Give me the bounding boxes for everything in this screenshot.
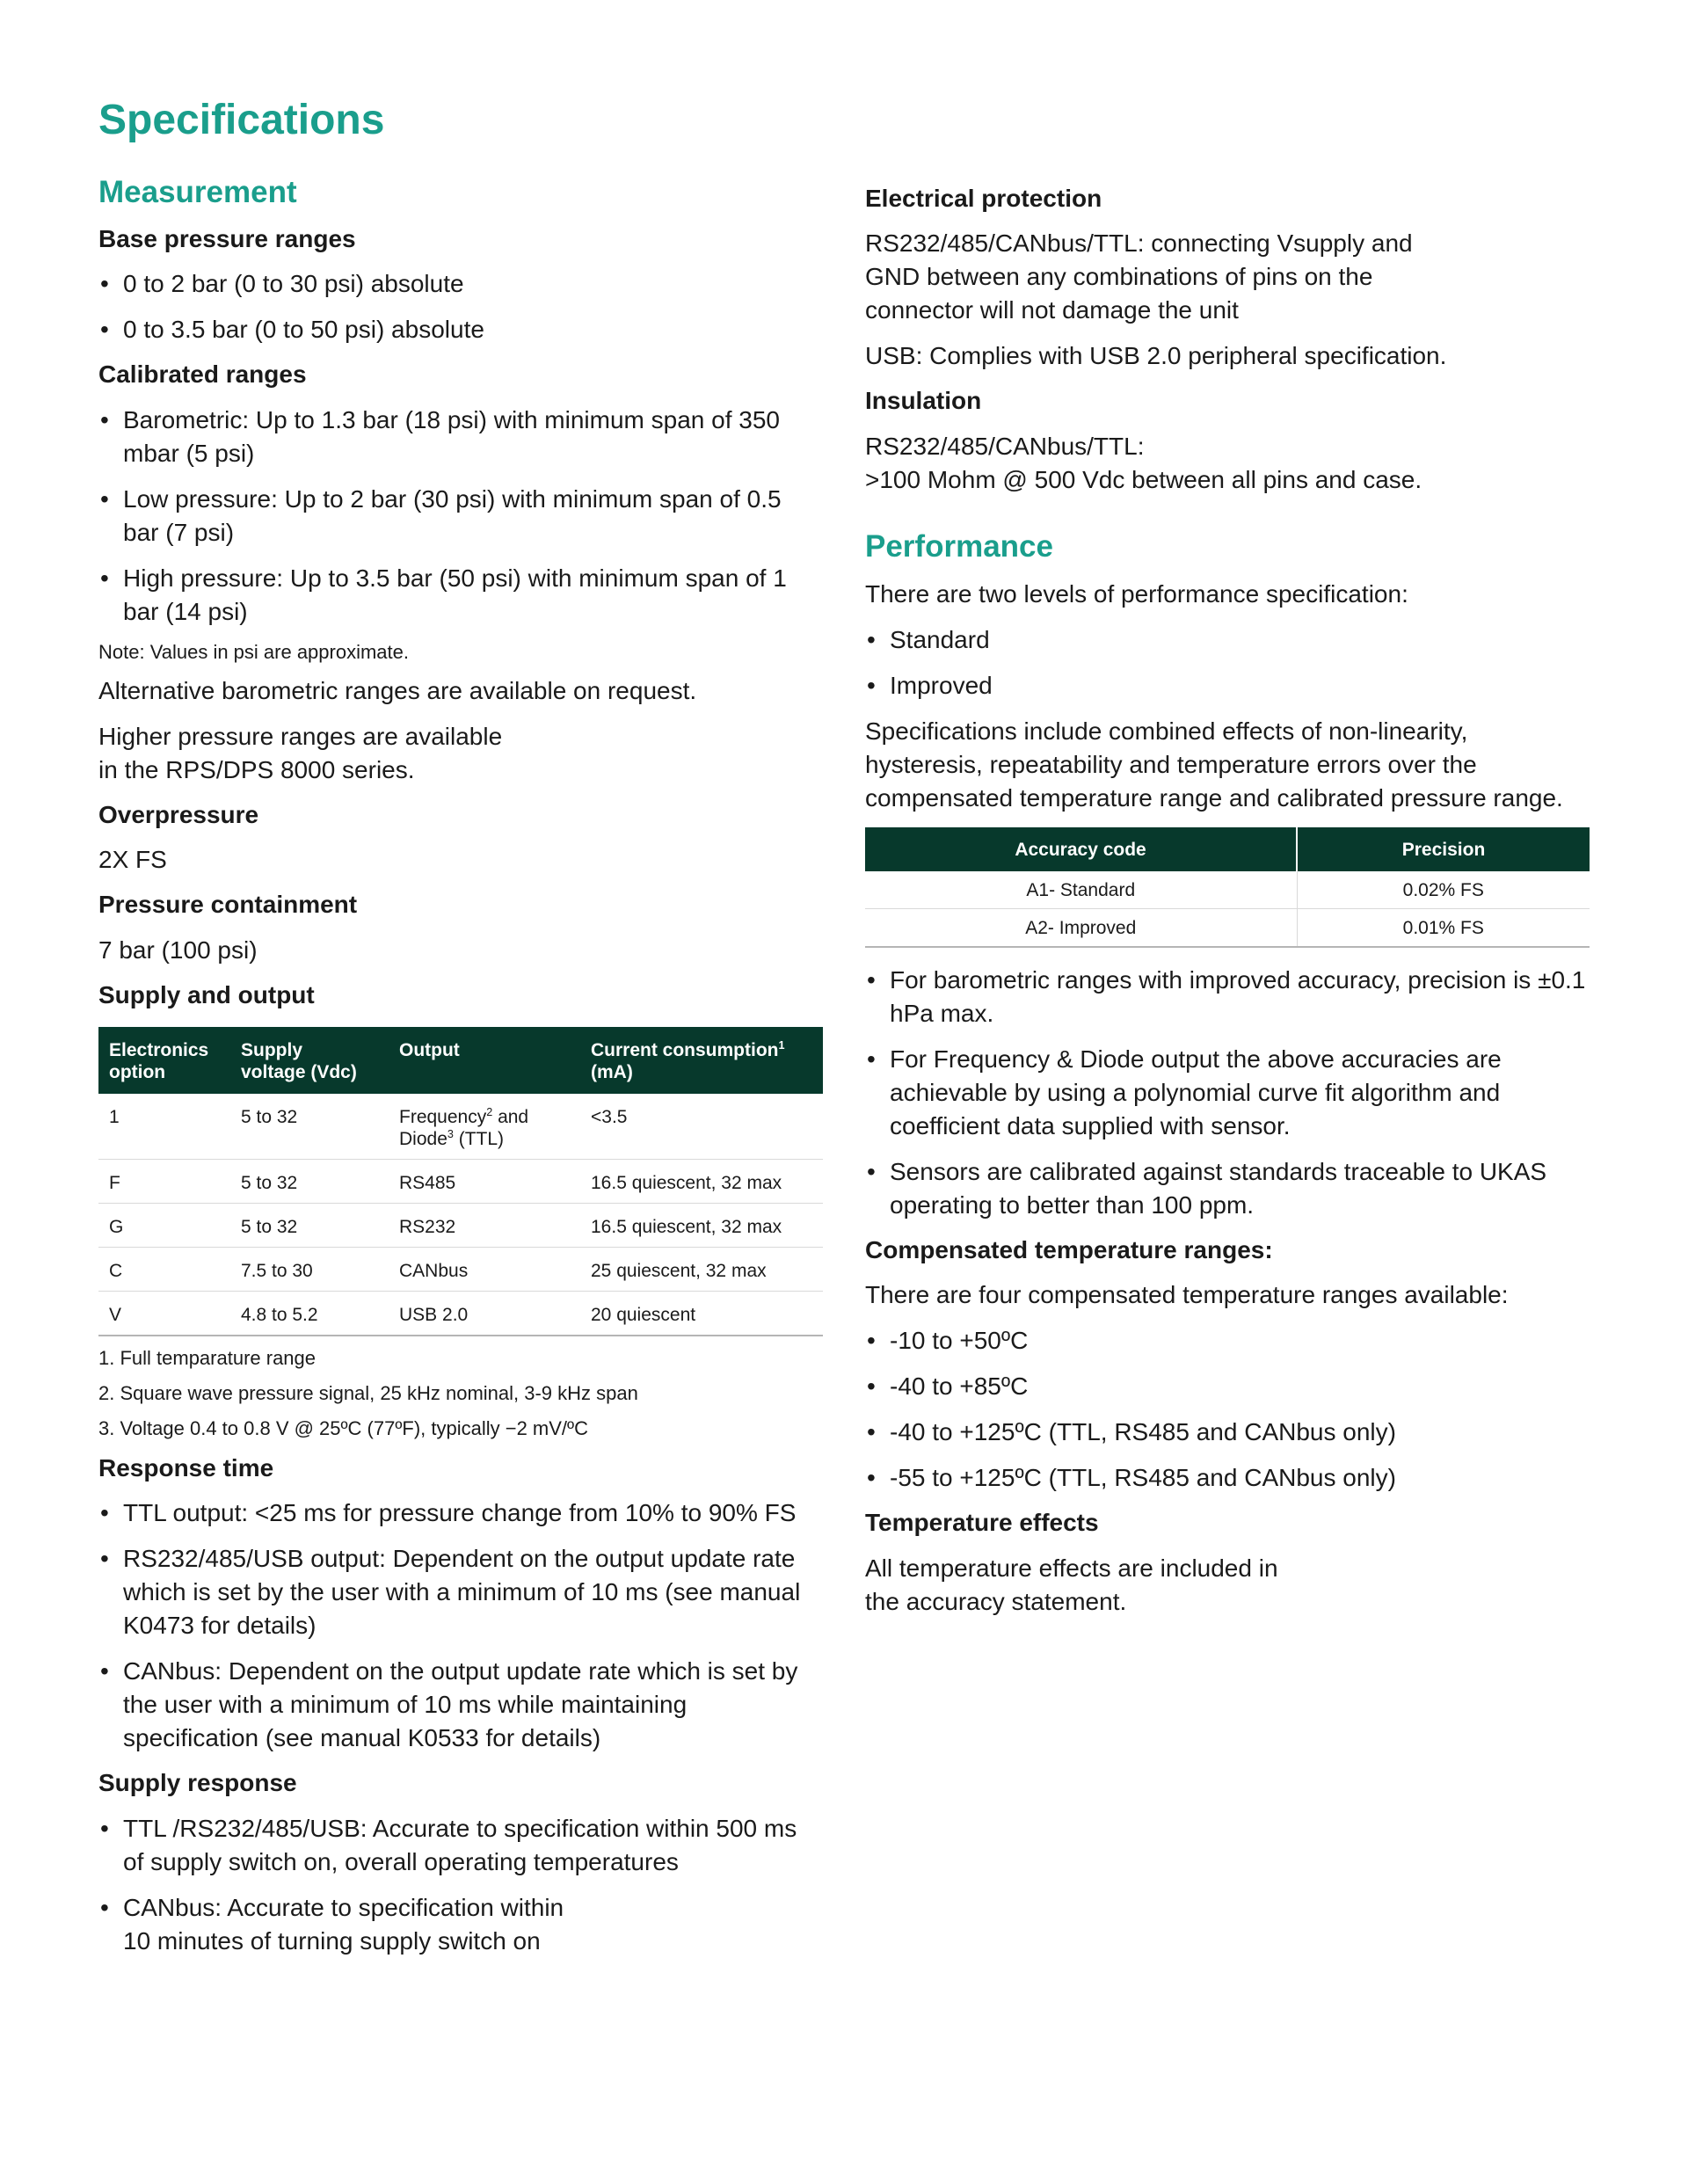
left-column [98,174,823,1970]
table-row [865,908,1590,947]
list-item: • For Frequency & Diode output the above accuracies are achievable by using a polynomial curve fit algorithm and coefficient data supplied with sensor. [865,1043,1590,1143]
alt-ranges-text: Alternative barometric ranges are available on request. [98,676,697,704]
higher-ranges-line-2: in the RPS/DPS 8000 series. [98,755,415,783]
list-item: • TTL output: <25 ms for pressure change from 10% to 90% FS [98,1496,823,1530]
footnote-2: 2. Square wave pressure signal, 25 kHz nominal, 3-9 kHz span [98,1381,638,1404]
overpressure-heading: Overpressure [98,800,259,828]
base-ranges-list [98,267,823,346]
cell-accuracy-code: A2- Improved [865,908,1297,947]
cell-supply: 4.8 to 5.2 [230,1291,389,1336]
performance-title: Performance [865,528,1053,564]
list-item: • High pressure: Up to 3.5 bar (50 psi) with minimum span of 1 bar (14 psi) [98,562,823,629]
calibrated-ranges-list [98,404,823,629]
list-item: • Barometric: Up to 1.3 bar (18 psi) with minimum span of 350 mbar (5 psi) [98,404,823,470]
insulation-heading: Insulation [865,387,982,415]
list-item: • 0 to 3.5 bar (0 to 50 psi) absolute [98,313,823,346]
cell-option: F [98,1159,230,1203]
cell-current: <3.5 [580,1094,823,1160]
cell-output: RS485 [389,1159,580,1203]
containment-value: 7 bar (100 psi) [98,935,258,964]
measurement-title: Measurement [98,175,297,209]
performance-intro: There are two levels of performance specification: [865,579,1408,608]
containment-heading: Pressure containment [98,891,358,919]
supply-output-table [98,1027,823,1336]
table-row [98,1291,823,1336]
table-row [98,1094,823,1160]
header-supply-voltage: Supply voltage (Vdc) [230,1027,389,1094]
header-accuracy-code: Accuracy code [865,827,1297,871]
temperature-effects-text: All temperature effects are included in the accuracy statement. [865,1554,1278,1615]
footnote-3: 3. Voltage 0.4 to 0.8 V @ 25ºC (77ºF), typically −2 mV/ºC [98,1416,588,1439]
header-current-consumption: Current consumption$^1$ (mA) [580,1027,823,1094]
psi-note: Note: Values in psi are approximate. [98,640,409,663]
cell-current: 25 quiescent, 32 max [580,1247,823,1291]
supply-response-list [98,1812,823,1958]
list-item: • CANbus: Accurate to specification within 10 minutes of turning supply switch on [98,1891,823,1958]
cell-supply: 5 to 32 [230,1203,389,1247]
right-column [865,183,1590,1631]
cell-output: USB 2.0 [389,1291,580,1336]
table-header-row [865,827,1590,871]
response-time-list [98,1496,823,1755]
compensated-ranges-heading: Compensated temperature ranges: [865,1235,1273,1263]
list-item: • TTL /RS232/485/USB: Accurate to specification within 500 ms of supply switch on, overall operating temperatures [98,1812,823,1879]
response-time-heading: Response time [98,1453,274,1481]
accuracy-table [865,827,1590,948]
table-row [98,1159,823,1203]
list-item: • -55 to +125ºC (TTL, RS485 and CANbus only) [865,1461,1590,1495]
insulation-text: RS232/485/CANbus/TTL: >100 Mohm @ 500 Vdc between all pins and case. [865,432,1422,493]
electrical-protection-text: RS232/485/CANbus/TTL: connecting Vsupply and GND between any combinations of pins on the connector will not damage the unit [865,229,1413,324]
cell-output: RS232 [389,1203,580,1247]
list-item: • 0 to 2 bar (0 to 30 psi) absolute [98,267,823,301]
list-item: • Sensors are calibrated against standards traceable to UKAS operating to better than 100 ppm. [865,1155,1590,1222]
higher-ranges-line-1: Higher pressure ranges are available [98,722,503,750]
performance-notes-list [865,964,1590,1222]
list-item: • CANbus: Dependent on the output update rate which is set by the user with a minimum of 10 ms while maintaining specification (see manual K0533 for details) [98,1655,823,1755]
supply-output-heading: Supply and output [98,980,315,1008]
cell-option: C [98,1247,230,1291]
base-ranges-heading: Base pressure ranges [98,225,356,252]
cell-current: 16.5 quiescent, 32 max [580,1159,823,1203]
performance-levels-list [865,623,1590,703]
usb-compliance-text: USB: Complies with USB 2.0 peripheral specification. [865,342,1447,370]
header-output: Output [389,1027,580,1094]
cell-current: 16.5 quiescent, 32 max [580,1203,823,1247]
cell-option: G [98,1203,230,1247]
compensated-ranges-list [865,1324,1590,1495]
header-precision: Precision [1297,827,1590,871]
supply-response-heading: Supply response [98,1769,297,1797]
table-row [98,1247,823,1291]
list-item: • -40 to +125ºC (TTL, RS485 and CANbus only) [865,1416,1590,1449]
cell-current: 20 quiescent [580,1291,823,1336]
cell-supply: 5 to 32 [230,1094,389,1160]
cell-output: CANbus [389,1247,580,1291]
list-item: • RS232/485/USB output: Dependent on the output update rate which is set by the user with a minimum of 10 ms (see manual K0473 for details) [98,1542,823,1642]
overpressure-value: 2X FS [98,846,167,874]
cell-option: V [98,1291,230,1336]
performance-description: Specifications include combined effects of non-linearity, hysteresis, repeatability and temperature errors over the compensated temperature range and calibrated pressure range. [865,717,1563,812]
compensated-ranges-intro: There are four compensated temperature ranges available: [865,1281,1509,1309]
temperature-effects-heading: Temperature effects [865,1509,1099,1537]
electrical-protection-heading: Electrical protection [865,185,1102,212]
cell-output: Frequency$^2$ and Diode$^3$ (TTL) [389,1094,580,1160]
cell-supply: 7.5 to 30 [230,1247,389,1291]
cell-supply: 5 to 32 [230,1159,389,1203]
list-item: • -10 to +50ºC [865,1324,1590,1358]
list-item: • For barometric ranges with improved accuracy, precision is ±0.1 hPa max. [865,964,1590,1030]
table-header-row [98,1027,823,1094]
list-item: • Improved [865,669,1590,703]
cell-precision: 0.02% FS [1297,871,1590,909]
list-item: • -40 to +85ºC [865,1370,1590,1403]
list-item: • Low pressure: Up to 2 bar (30 psi) with minimum span of 0.5 bar (7 psi) [98,483,823,550]
cell-precision: 0.01% FS [1297,908,1590,947]
table-row [98,1203,823,1247]
table-row [865,871,1590,909]
page-title: Specifications [98,97,385,143]
header-electronics-option: Electronics option [98,1027,230,1094]
calibrated-ranges-heading: Calibrated ranges [98,360,307,389]
cell-accuracy-code: A1- Standard [865,871,1297,909]
footnote-1: 1. Full temparature range [98,1346,316,1369]
list-item: • Standard [865,623,1590,657]
cell-option: 1 [98,1094,230,1160]
higher-ranges-text [98,720,823,787]
